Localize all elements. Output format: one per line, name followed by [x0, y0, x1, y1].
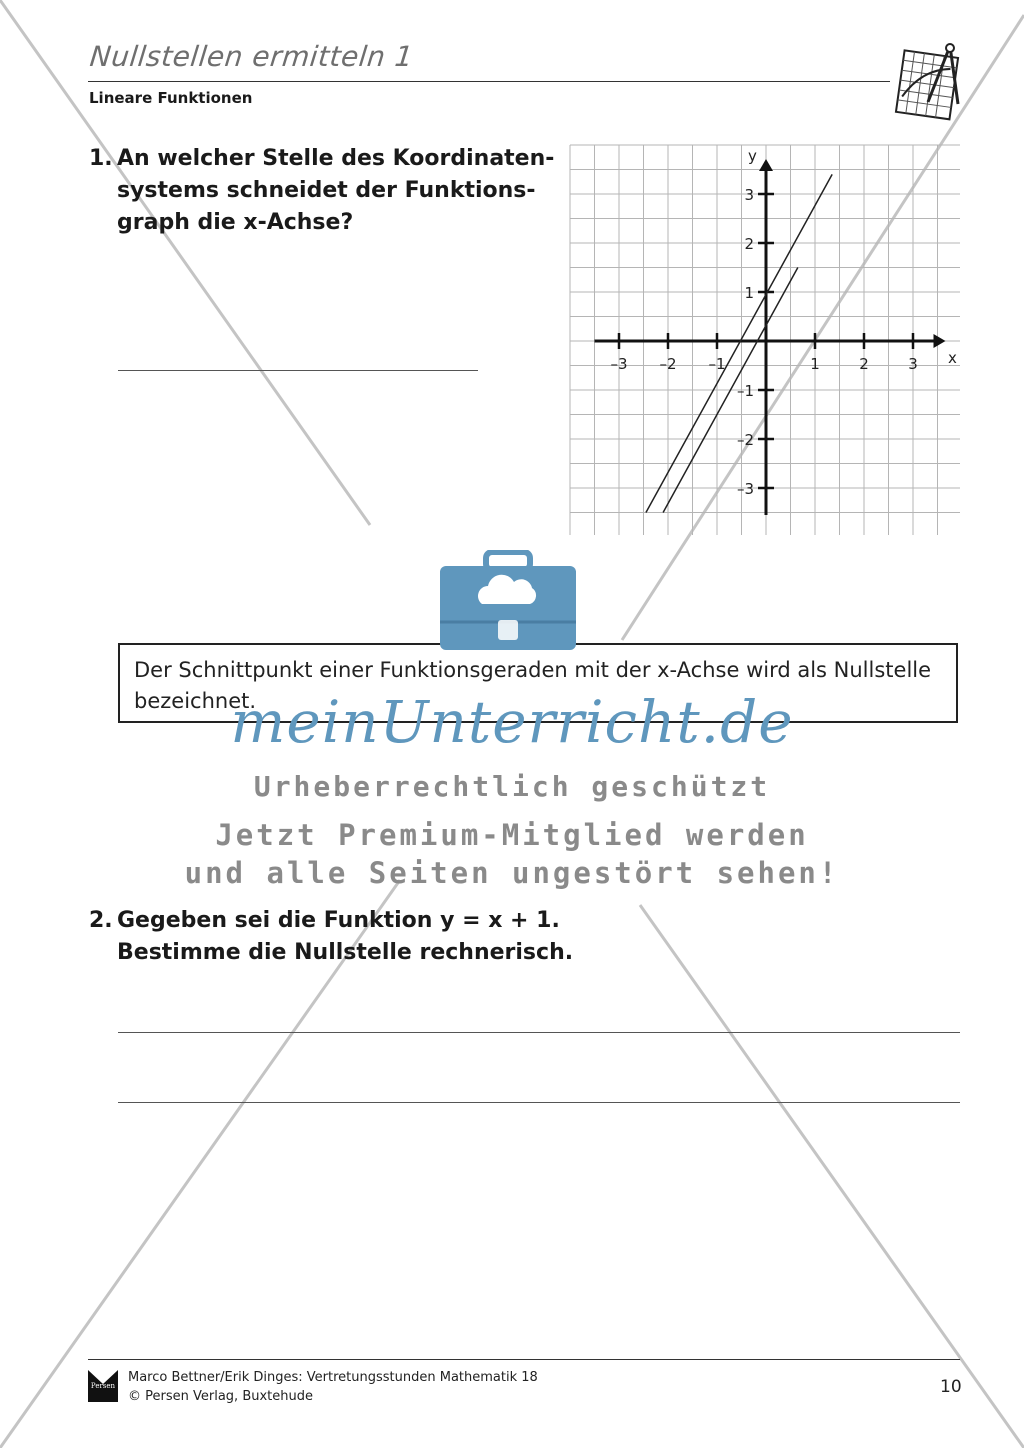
- task-2-line: Bestimme die Nullstelle rechnerisch.: [117, 940, 574, 965]
- task-2-answer-line-2: [118, 1102, 960, 1103]
- coordinate-system-chart: [560, 140, 970, 540]
- function-graph-line-a: [646, 174, 832, 512]
- task-2-line: Gegeben sei die Funktion y = x + 1.: [117, 908, 560, 933]
- publisher-logo: [88, 1370, 118, 1402]
- x-tick-label: –3: [610, 355, 628, 373]
- satchel-cloud-icon: [438, 550, 578, 652]
- watermark-premium-line-1: Jetzt Premium-Mitglied werden: [215, 818, 809, 852]
- page-number: 10: [940, 1377, 962, 1397]
- task-2: [89, 905, 789, 969]
- definition-line: bezeichnet.: [134, 689, 257, 713]
- y-axis-arrow: [759, 159, 773, 171]
- watermark-copyright: Urheberrechtlich geschützt: [253, 770, 771, 803]
- task-1: [89, 143, 559, 239]
- page-title: Nullstellen ermitteln 1: [88, 40, 415, 73]
- watermark-premium-line-2: und alle Seiten ungestört sehen!: [184, 856, 840, 890]
- task-2-answer-line-1: [118, 1032, 960, 1033]
- y-tick-label: 2: [744, 235, 754, 253]
- x-axis-arrow: [934, 334, 946, 348]
- task-1-line: graph die x-Achse?: [117, 210, 354, 235]
- title-divider: [88, 81, 890, 82]
- task-1-number: 1.: [89, 146, 113, 171]
- task-1-answer-line: [118, 370, 478, 371]
- y-tick-label: –3: [736, 480, 754, 498]
- task-2-number: 2.: [89, 908, 113, 933]
- footer-credits: [128, 1368, 538, 1406]
- footer-authors: Marco Bettner/Erik Dinges: Vertretungsstunden Mathematik 18: [128, 1370, 538, 1385]
- x-tick-label: 3: [908, 355, 918, 373]
- task-1-line: An welcher Stelle des Koordinaten-: [117, 146, 555, 171]
- y-tick-label: –2: [736, 431, 754, 449]
- y-tick-label: 3: [744, 186, 754, 204]
- y-tick-label: –1: [736, 382, 754, 400]
- grid-paper-compass-icon: [888, 40, 968, 130]
- x-tick-label: 1: [810, 355, 820, 373]
- y-axis-label: y: [748, 147, 757, 166]
- y-tick-label: 1: [744, 284, 754, 302]
- task-1-line: systems schneidet der Funktions-: [117, 178, 536, 203]
- x-axis-label: x: [947, 349, 957, 367]
- definition-line: Der Schnittpunkt einer Funktionsgeraden mit der x-Achse wird als Nullstelle: [134, 658, 932, 682]
- watermark-brand: meinUnterricht.de: [230, 688, 794, 756]
- page-subtitle: Lineare Funktionen: [89, 89, 253, 107]
- x-tick-label: 2: [859, 355, 869, 373]
- x-tick-label: –2: [659, 355, 677, 373]
- x-tick-label: –1: [708, 355, 726, 373]
- publisher-logo-text: Persen: [90, 1382, 116, 1390]
- footer-divider: [88, 1359, 960, 1360]
- footer-publisher: © Persen Verlag, Buxtehude: [128, 1389, 313, 1404]
